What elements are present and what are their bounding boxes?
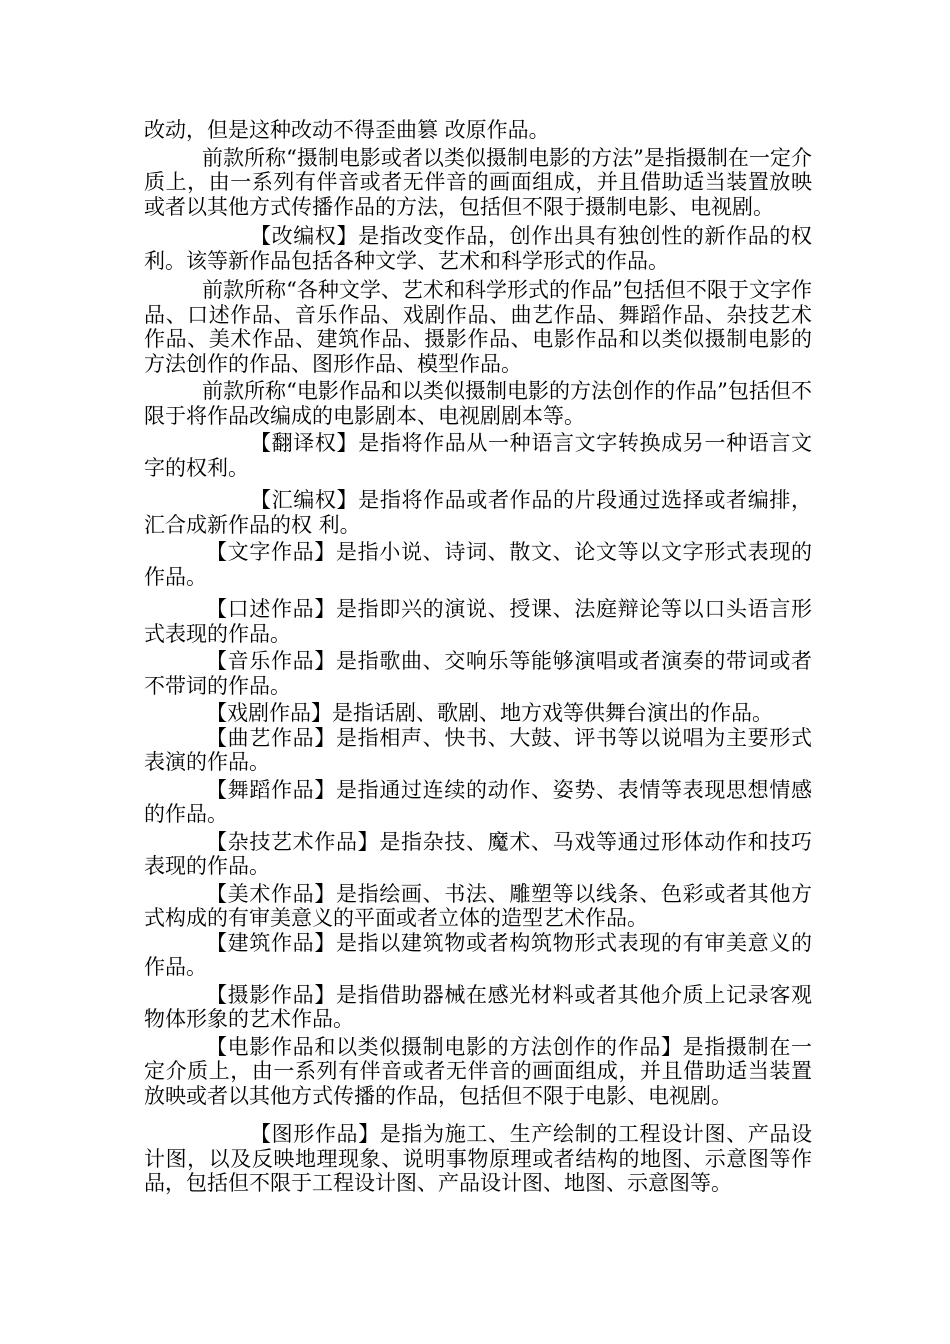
paragraph-18: 【电影作品和以类似摄制电影的方法创作的作品】是指摄制在一定介质上，由一系列有伴音或者无伴音的画面组成，并且借助适当装置放映或者以其他方式传播的作品，包括但不限于电影、电视剧。 xyxy=(144,1034,812,1108)
paragraph-16: 【建筑作品】是指以建筑物或者构筑物形式表现的有审美意义的作品。 xyxy=(144,930,812,979)
paragraph-5: 前款所称“电影作品和以类似摄制电影的方法创作的作品”包括但不限于将作品改编成的电影剧本、电视剧剧本等。 xyxy=(144,379,812,428)
paragraph-9: 【口述作品】是指即兴的演说、授课、法庭辩论等以口头语言形式表现的作品。 xyxy=(144,597,812,646)
paragraph-3: 【改编权】是指改变作品，创作出具有独创性的新作品的权利。该等新作品包括各种文学、艺术和科学形式的作品。 xyxy=(144,224,812,273)
paragraph-7: 【汇编权】是指将作品或者作品的片段通过选择或者编排，汇合成新作品的权 利。 xyxy=(144,488,812,537)
paragraph-1: 改动，但是这种改动不得歪曲篡 改原作品。 xyxy=(144,118,550,142)
paragraph-14: 【杂技艺术作品】是指杂技、魔术、马戏等通过形体动作和技巧表现的作品。 xyxy=(144,829,812,878)
paragraph-19: 【图形作品】是指为施工、生产绘制的工程设计图、产品设计图，以及反映地理现象、说明事物原理或者结构的地图、示意图等作品，包括但不限于工程设计图、产品设计图、地图、示意图等。 xyxy=(144,1122,812,1195)
paragraph-8: 【文字作品】是指小说、诗词、散文、论文等以文字形式表现的作品。 xyxy=(144,540,812,589)
paragraph-6: 【翻译权】是指将作品从一种语言文字转换成另一种语言文字的权利。 xyxy=(144,431,812,480)
paragraph-4: 前款所称“各种文学、艺术和科学形式的作品”包括但不限于文字作品、口述作品、音乐作品、戏剧作品、曲艺作品、舞蹈作品、杂技艺术作品、美术作品、建筑作品、摄影作品、电影作品和以类似摄制电影的方法创作的作品、图形作品、模型作品。 xyxy=(144,278,812,376)
paragraph-12: 【曲艺作品】是指相声、快书、大鼓、评书等以说唱为主要形式表演的作品。 xyxy=(144,725,812,774)
paragraph-15: 【美术作品】是指绘画、书法、雕塑等以线条、色彩或者其他方式构成的有审美意义的平面或者立体的造型艺术作品。 xyxy=(144,881,812,930)
paragraph-11: 【戏剧作品】是指话剧、歌剧、地方戏等供舞台演出的作品。 xyxy=(206,701,773,725)
paragraph-10: 【音乐作品】是指歌曲、交响乐等能够演唱或者演奏的带词或者不带词的作品。 xyxy=(144,649,812,698)
paragraph-2: 前款所称“摄制电影或者以类似摄制电影的方法”是指摄制在一定介质上，由一系列有伴音或者无伴音的画面组成，并且借助适当装置放映或者以其他方式传播作品的方法，包括但不限于摄制电影、电视剧。 xyxy=(144,145,812,219)
document-body xyxy=(144,118,812,1196)
paragraph-17: 【摄影作品】是指借助器械在感光材料或者其他介质上记录客观物体形象的艺术作品。 xyxy=(144,982,812,1031)
paragraph-13: 【舞蹈作品】是指通过连续的动作、姿势、表情等表现思想情感的作品。 xyxy=(144,777,812,826)
